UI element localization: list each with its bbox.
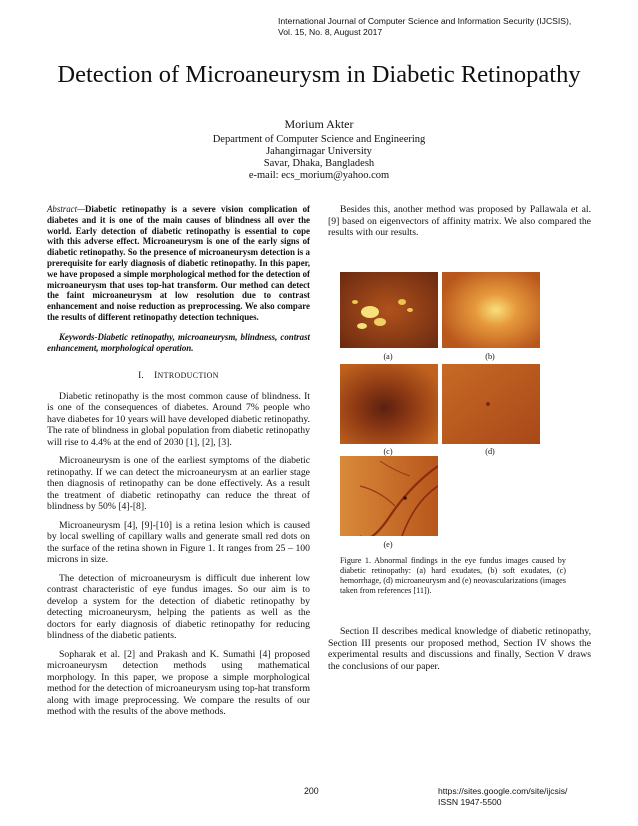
author-name: Morium Akter bbox=[284, 117, 354, 131]
fundus-image-microaneurysm bbox=[442, 364, 540, 444]
author-department: Department of Computer Science and Engineering bbox=[212, 134, 426, 145]
journal-header-line2: Vol. 15, No. 8, August 2017 bbox=[278, 27, 383, 37]
right-paragraph-2: Section II describes medical knowledge of diabetic retinopathy, Section III presents our proposed method, Section IV shows the experimental results and discussions and finally, Section V draws the conclusions of our paper. bbox=[328, 626, 591, 672]
figure-label-c: (c) bbox=[383, 447, 393, 456]
keywords: Keywords-Diabetic retinopathy, microaneurysm, blindness, contrast enhancement, morphological operation. bbox=[47, 331, 310, 353]
left-column bbox=[47, 204, 310, 725]
footer-url: https://sites.google.com/site/ijcsis/ bbox=[438, 786, 568, 796]
abstract bbox=[47, 204, 310, 323]
figure-label-d: (d) bbox=[485, 447, 495, 456]
section-heading-introduction bbox=[47, 370, 310, 383]
figure-label-b: (b) bbox=[485, 352, 495, 361]
fundus-image-soft-exudates bbox=[442, 272, 540, 348]
page-number: 200 bbox=[304, 786, 319, 796]
paper-title: Detection of Microaneurysm in Diabetic Retinopathy bbox=[57, 61, 581, 88]
intro-paragraph: Diabetic retinopathy is the most common cause of blindness. It is one of the consequences of diabetes. Around 7% people who have diabetes for 10 years will have developed diabetic retinopathy. The rate of blindness in global population from diabetic retinopathy will rise to 4.4% at the end of 2030 [1], [2], [3]. bbox=[47, 390, 310, 448]
right-column bbox=[328, 204, 591, 246]
footer-issn: ISSN 1947-5500 bbox=[438, 797, 502, 807]
intro-paragraph: Microaneurysm is one of the earliest symptoms of the diabetic retinopathy. If we can detect the microaneurysm at an earlier stage then diagnosis of retinopathy can be done effectively. As a result the treatment of diabetic retinopathy can reduce the threat of blindness by 50% [4]-[8]. bbox=[47, 455, 310, 513]
intro-paragraph: Microaneurysm [4], [9]-[10] is a retina lesion which is caused by local swelling of capillary walls and generate small red dots on the surface of the retina shown in Figure 1. It ranges from 25 – 100 microns in size. bbox=[47, 519, 310, 566]
footer-info bbox=[438, 786, 567, 808]
author-university: Jahangirnagar University bbox=[266, 146, 372, 157]
fundus-image-hemorrhage bbox=[340, 364, 438, 444]
fundus-image-neovascularization bbox=[340, 456, 438, 536]
fundus-image-hard-exudates bbox=[340, 272, 438, 348]
intro-paragraph: The detection of microaneurysm is difficult due inherent low contrast characteristic of eye fundus images. So our aim is to develop a system for the detection of diabetic retinopathy by detecting microaneurysm, helping the patients as well as the doctors for early diagnosis of diabetic retinopathy for reducing blindness of the diabetic patients. bbox=[47, 572, 310, 642]
journal-header bbox=[278, 16, 608, 38]
author-city: Savar, Dhaka, Bangladesh bbox=[263, 158, 375, 169]
figure-label-e: (e) bbox=[383, 540, 393, 549]
section-first-letter: I bbox=[154, 371, 158, 382]
author-email: e-mail: ecs_morium@yahoo.com bbox=[248, 170, 390, 181]
intro-paragraph: Sopharak et al. [2] and Prakash and K. Sumathi [4] proposed microaneurysm detection methods using mathematical morphology. In this paper, we propose a simple morphological method for the detection of microaneurysm using top-hat transform along with image preprocessing. We compare the results of our method with the results of the above methods. bbox=[47, 648, 310, 718]
abstract-lead: Abstract— bbox=[47, 204, 85, 214]
abstract-text: Diabetic retinopathy is a severe vision complication of diabetes and it is one of the main causes of blindness all over the world. Early detection of diabetic retinopathy is essential to cope with this adverse effect. Microaneurysm is one of the early signs of diabetic retinopathy. So the presence of microaneurysm detection is a prerequisite for early diagnosis of diabetic retinopathy. In this paper, we have proposed a simple morphological method for the detection of microaneurysm that uses top-hat transform. Our method can detect the faint microaneurysm at low resolution due to contrast enhancement and noise reduction as preprocessing. We also compare the results of different retinopathy detection techniques. bbox=[47, 204, 310, 322]
section-rest: NTRODUCTION bbox=[157, 371, 219, 381]
figure-caption: Figure 1. Abnormal findings in the eye fundus images caused by diabetic retinopathy: (a) hard exudates, (b) soft exudates, (c) hemorrhage, (d) microaneurysm and (e) neovascularizations (images taken from references [11]). bbox=[340, 556, 566, 595]
journal-header-line1: International Journal of Computer Science and Information Security (IJCSIS), bbox=[278, 16, 572, 26]
figure-label-a: (a) bbox=[383, 352, 393, 361]
author-block bbox=[0, 117, 638, 182]
section-number: I. bbox=[138, 371, 144, 382]
right-paragraph-1: Besides this, another method was proposed by Pallawala et al. [9] based on eigenvectors of affinity matrix. We also compared the results with our results. bbox=[328, 204, 591, 238]
